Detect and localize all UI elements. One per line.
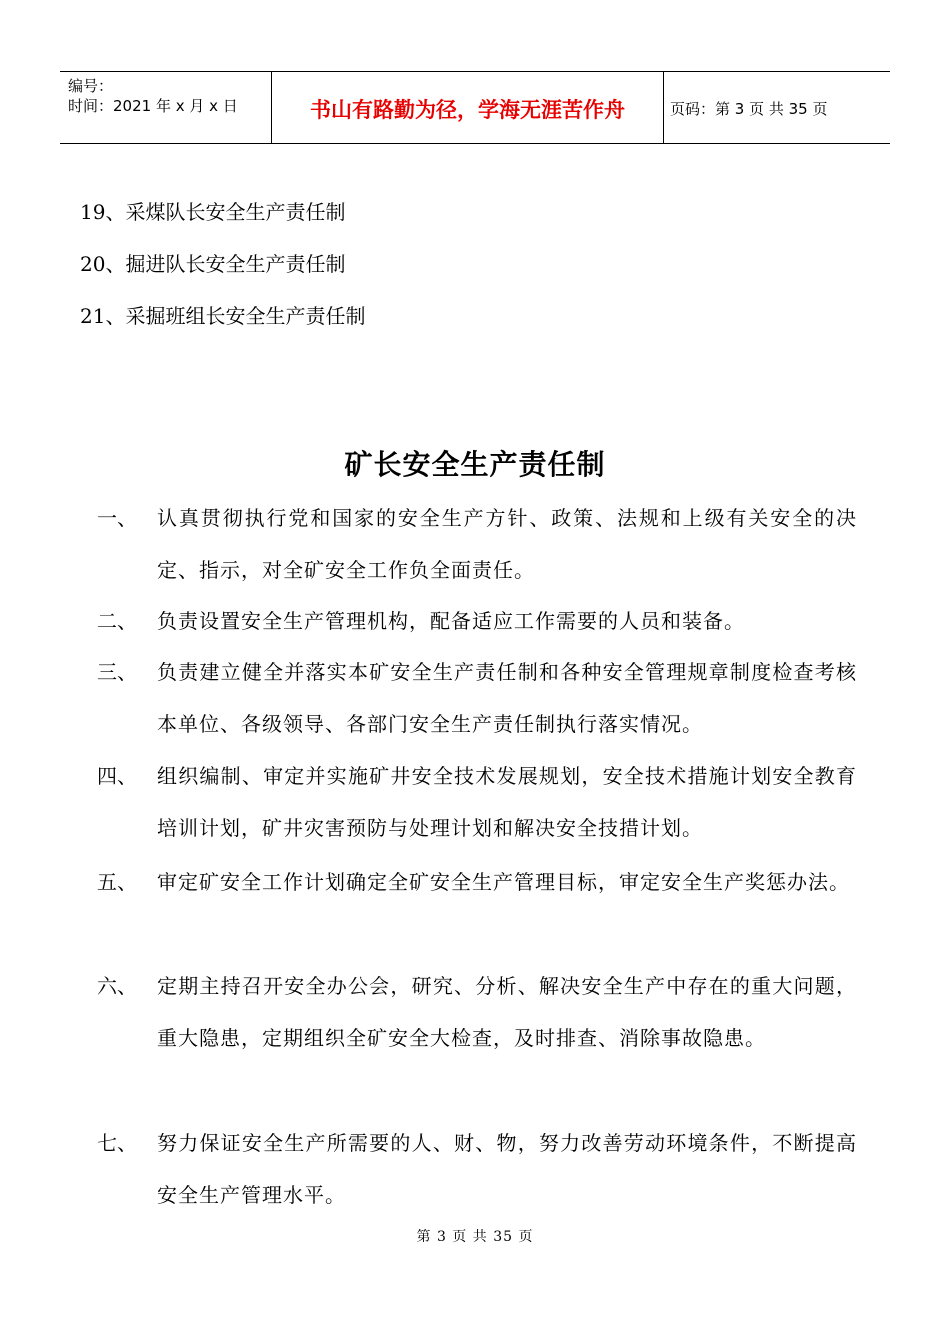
header-meta-cell — [60, 72, 272, 143]
serial-number-label: 编号： — [68, 77, 114, 95]
header-motto-cell — [272, 72, 664, 143]
clause-number: 二、 — [97, 609, 137, 633]
clause-number: 七、 — [97, 1131, 137, 1155]
clause-number: 四、 — [97, 764, 137, 788]
header-page-cell — [664, 72, 890, 143]
toc-list — [80, 186, 365, 342]
clause-text: 负责设置安全生产管理机构，配备适应工作需要的人员和装备。 — [157, 609, 745, 633]
date-label: 时间：2021 年 x 月 x 日 — [68, 97, 238, 115]
page-info: 页码：第 3 页 共 35 页 — [670, 100, 828, 118]
clause-number: 六、 — [97, 974, 137, 998]
clause-text: 组织编制、审定并实施矿井安全技术发展规划，安全技术措施计划安全教育培训计划，矿井灾害预防与处理计划和解决安全技措计划。 — [157, 764, 857, 840]
document-title: 矿长安全生产责任制 — [344, 448, 606, 481]
clause-text: 负责建立健全并落实本矿安全生产责任制和各种安全管理规章制度检查考核本单位、各级领导、各部门安全生产责任制执行落实情况。 — [157, 660, 857, 736]
clause-number: 五、 — [97, 870, 137, 894]
clause-text: 努力保证安全生产所需要的人、财、物，努力改善劳动环境条件，不断提高安全生产管理水平。 — [157, 1131, 857, 1207]
clause-number: 三、 — [97, 660, 137, 684]
motto-text: 书山有路勤为径，学海无涯苦作舟 — [310, 98, 625, 122]
page-footer: 第 3 页 共 35 页 — [416, 1229, 534, 1245]
toc-item: 19、采煤队长安全生产责任制 — [80, 200, 346, 224]
clause-text: 认真贯彻执行党和国家的安全生产方针、政策、法规和上级有关安全的决定、指示，对全矿安全工作负全面责任。 — [157, 506, 857, 582]
clause-text: 定期主持召开安全办公会，研究、分析、解决安全生产中存在的重大问题，重大隐患，定期组织全矿安全大检查，及时排查、消除事故隐患。 — [157, 974, 857, 1050]
toc-item: 20、掘进队长安全生产责任制 — [80, 252, 346, 276]
document-header — [60, 71, 890, 144]
clause-number: 一、 — [97, 506, 137, 530]
clause-text: 审定矿安全工作计划确定全矿安全生产管理目标，审定安全生产奖惩办法。 — [157, 870, 850, 894]
toc-item: 21、采掘班组长安全生产责任制 — [80, 304, 366, 328]
